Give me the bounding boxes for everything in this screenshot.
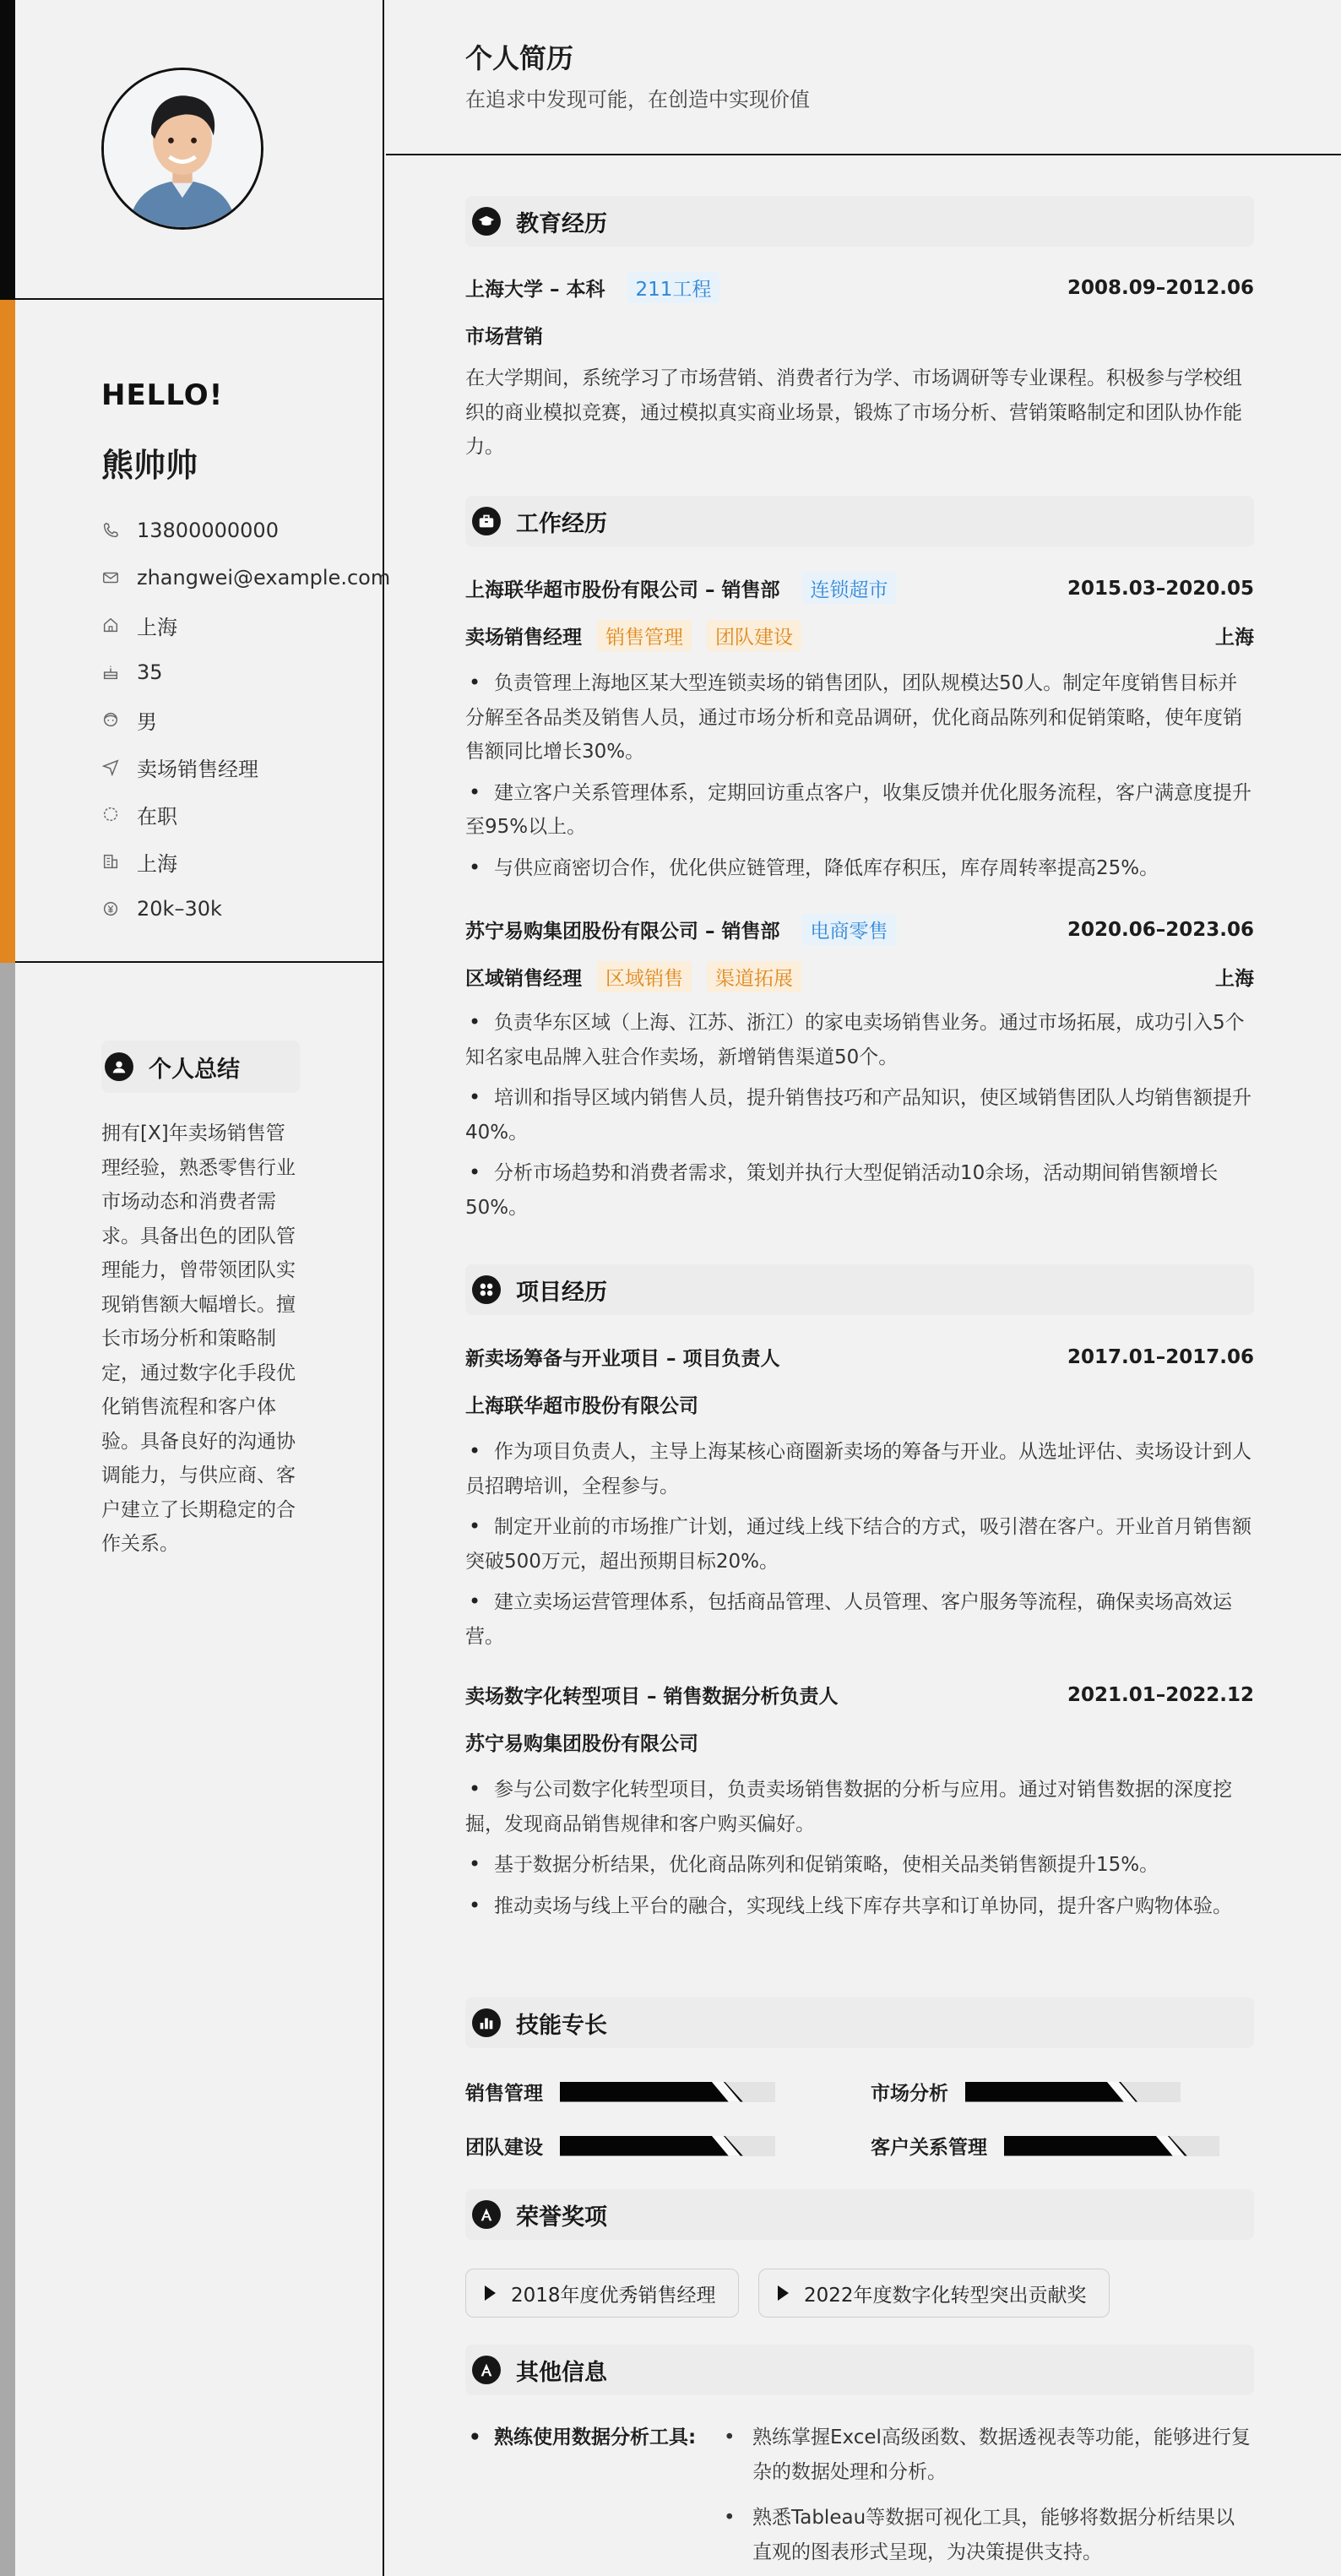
education-row	[465, 272, 1254, 303]
grid-icon	[472, 1275, 501, 1304]
job-location: 上海	[1215, 968, 1254, 990]
candidate-name: 熊帅帅	[101, 447, 198, 484]
project-org-row	[465, 1728, 1254, 1756]
job-bullets	[465, 1005, 1254, 1231]
list-item: • 与供应商密切合作，优化供应链管理，降低库存积压，库存周转率提高25%。	[465, 851, 1254, 886]
job-role-row	[465, 620, 1254, 651]
user-circle-icon	[105, 1052, 133, 1081]
avatar-portrait	[104, 70, 261, 227]
skill-name: 销售管理	[465, 2083, 543, 2105]
education-period: 2008.09–2012.06	[1067, 276, 1254, 299]
project-name: 卖场数字化转型项目 – 销售数据分析负责人	[465, 1686, 839, 1708]
project-period: 2021.01–2022.12	[1067, 1683, 1254, 1706]
cake-icon	[101, 663, 120, 682]
contact-value: zhangwei@example.com	[137, 566, 391, 590]
contact-email	[101, 554, 391, 601]
skill-bar	[1004, 2136, 1219, 2156]
project-header-row	[465, 1343, 1254, 1371]
project-bullets	[465, 1772, 1254, 1929]
job-tag: 电商零售	[802, 914, 897, 945]
skill-bar	[560, 2136, 775, 2156]
send-icon	[101, 758, 120, 776]
job-period: 2020.06–2023.06	[1067, 918, 1254, 941]
contact-value: 男	[137, 709, 157, 734]
other-info	[465, 2421, 1254, 2576]
award-chip	[465, 2269, 739, 2318]
projects-header	[465, 1264, 1254, 1315]
other-label: • 熟练使用数据分析工具:	[465, 2421, 719, 2576]
skill-item	[871, 2078, 1181, 2106]
sidebar	[0, 0, 391, 2576]
other-title: 其他信息	[516, 2359, 607, 2386]
contact-list	[101, 507, 391, 932]
job-tag: 连锁超市	[802, 573, 897, 604]
projects-title: 项目经历	[516, 1279, 607, 1306]
contact-gender	[101, 696, 372, 743]
page-subtitle: 在追求中发现可能，在创造中实现价值	[465, 88, 810, 111]
other-list	[719, 2421, 1254, 2576]
page-title: 个人简历	[465, 42, 574, 74]
summary-header	[101, 1041, 300, 1093]
skill-bar	[560, 2082, 775, 2102]
project-org-row	[465, 1390, 1254, 1418]
job-role: 卖场销售经理	[465, 627, 582, 649]
play-icon	[485, 2285, 496, 2301]
skill-bar	[965, 2082, 1181, 2102]
project-header-row	[465, 1681, 1254, 1709]
school-tag: 211工程	[627, 272, 720, 303]
award-chip	[758, 2269, 1110, 2318]
project-period: 2017.01–2017.06	[1067, 1345, 1254, 1368]
list-item-text: • 熟悉Tableau等数据可视化工具，能够将数据分析结果以直观的图表形式呈现，为决策提供支持。	[752, 2507, 1235, 2563]
bar-chart-icon	[472, 2008, 501, 2037]
salary-icon	[101, 899, 120, 918]
gender-icon	[101, 710, 120, 729]
contact-status	[101, 791, 372, 838]
job-skill-tag: 销售管理	[597, 620, 692, 651]
major: 市场营销	[465, 326, 543, 348]
skill-item	[465, 2078, 775, 2106]
project-org: 苏宁易购集团股份有限公司	[465, 1733, 698, 1755]
sidebar-stripe-orange	[0, 300, 15, 963]
skill-item	[871, 2132, 1219, 2160]
list-item: • 分析市场趋势和消费者需求，策划并执行大型促销活动10余场，活动期间销售额增长50%。	[465, 1155, 1254, 1225]
contact-city	[101, 838, 372, 885]
skill-item	[465, 2132, 775, 2160]
job-skill-tag: 团队建设	[707, 620, 801, 651]
list-item: • 培训和指导区域内销售人员，提升销售技巧和产品知识，使区域销售团队人均销售额提升40%。	[465, 1080, 1254, 1149]
awards-header	[465, 2189, 1254, 2240]
other-header	[465, 2345, 1254, 2395]
list-item: • 建立卖场运营管理体系，包括商品管理、人员管理、客户服务等流程，确保卖场高效运营。	[465, 1584, 1254, 1654]
award-label: 2022年度数字化转型突出贡献奖	[804, 2284, 1087, 2307]
contact-age	[101, 649, 372, 696]
project-name: 新卖场筹备与开业项目 – 项目负责人	[465, 1348, 780, 1370]
skill-name: 市场分析	[871, 2083, 948, 2105]
list-item-text: • 熟练掌握Excel高级函数、数据透视表等功能，能够进行复杂的数据处理和分析。	[752, 2427, 1251, 2483]
building-icon	[101, 852, 120, 871]
job-header-row	[465, 914, 1254, 945]
list-item: • 参与公司数字化转型项目，负责卖场销售数据的分析与应用。通过对销售数据的深度挖掘，发现商品销售规律和客户购买偏好。	[465, 1772, 1254, 1841]
contact-value: 上海	[137, 851, 177, 876]
contact-value: 上海	[137, 615, 177, 639]
work-header	[465, 496, 1254, 546]
skills-title: 技能专长	[516, 2012, 607, 2039]
job-company: 苏宁易购集团股份有限公司 – 销售部	[465, 921, 780, 943]
job-header-row	[465, 573, 1254, 604]
status-icon	[101, 805, 120, 823]
contact-value: 卖场销售经理	[137, 757, 258, 781]
skill-bar-fill	[1004, 2136, 1187, 2156]
job-skill-tag: 区域销售	[597, 961, 692, 992]
job-skill-tag: 渠道拓展	[707, 961, 801, 992]
home-icon	[101, 616, 120, 634]
contact-salary	[101, 885, 372, 932]
list-item: • 建立客户关系管理体系，定期回访重点客户，收集反馈并优化服务流程，客户满意度提升至95%以上。	[465, 775, 1254, 845]
skill-bar-fill	[560, 2136, 743, 2156]
contact-value: 13800000000	[137, 519, 279, 542]
contact-phone	[101, 507, 372, 554]
contact-value: 20k–30k	[137, 897, 222, 921]
award-icon	[472, 2356, 501, 2384]
play-icon	[778, 2285, 789, 2301]
education-header	[465, 196, 1254, 247]
list-item: • 基于数据分析结果，优化商品陈列和促销策略，使相关品类销售额提升15%。	[465, 1847, 1254, 1883]
job-role-row	[465, 961, 1254, 992]
main-content	[386, 0, 1341, 2576]
education-description: 在大学期间，系统学习了市场营销、消费者行为学、市场调研等专业课程。积极参与学校组织的商业模拟竞赛，通过模拟真实商业场景，锻炼了市场分析、营销策略制定和团队协作能力。	[465, 367, 1242, 458]
education-major-row	[465, 321, 1254, 349]
list-item	[719, 2421, 1254, 2489]
mail-icon	[101, 568, 120, 587]
awards-title: 荣誉奖项	[516, 2204, 607, 2231]
avatar	[101, 68, 263, 230]
work-title: 工作经历	[516, 510, 607, 537]
list-item: • 推动卖场与线上平台的融合，实现线上线下库存共享和订单协同，提升客户购物体验。	[465, 1889, 1254, 1924]
skill-name: 客户关系管理	[871, 2137, 987, 2159]
sidebar-divider	[15, 961, 383, 963]
contact-home	[101, 601, 372, 649]
award-icon	[472, 2200, 501, 2229]
list-item	[719, 2501, 1254, 2569]
job-bullets	[465, 666, 1254, 891]
other-row	[465, 2421, 1254, 2576]
greeting: HELLO!	[101, 378, 224, 412]
sidebar-stripe-black	[0, 0, 15, 300]
header-divider	[386, 154, 1341, 155]
skill-bar-fill	[965, 2082, 1137, 2102]
education-title: 教育经历	[516, 210, 607, 237]
sidebar-stripe-gray	[0, 963, 15, 2576]
contact-value: 35	[137, 660, 163, 684]
graduation-cap-icon	[472, 207, 501, 236]
award-label: 2018年度优秀销售经理	[511, 2284, 716, 2307]
project-bullets	[465, 1434, 1254, 1660]
list-item: • 负责华东区域（上海、江苏、浙江）的家电卖场销售业务。通过市场拓展，成功引入5个知名家电品牌入驻合作卖场，新增销售渠道50个。	[465, 1005, 1254, 1074]
job-role: 区域销售经理	[465, 968, 582, 990]
skills-header	[465, 1997, 1254, 2048]
skill-bar-fill	[560, 2082, 743, 2102]
contact-value: 在职	[137, 804, 177, 829]
list-item: • 负责管理上海地区某大型连锁卖场的销售团队，团队规模达50人。制定年度销售目标并分解至各品类及销售人员，通过市场分析和竞品调研，优化商品陈列和促销策略，使年度销售额同比增长30%。	[465, 666, 1254, 769]
list-item: • 作为项目负责人，主导上海某核心商圈新卖场的筹备与开业。从选址评估、卖场设计到人员招聘培训，全程参与。	[465, 1434, 1254, 1503]
job-company: 上海联华超市股份有限公司 – 销售部	[465, 579, 780, 601]
project-org: 上海联华超市股份有限公司	[465, 1395, 698, 1417]
phone-icon	[101, 521, 120, 540]
school-name: 上海大学 – 本科	[465, 279, 605, 301]
contact-position	[101, 743, 372, 791]
job-location: 上海	[1215, 627, 1254, 649]
summary-title: 个人总结	[149, 1056, 240, 1083]
skill-name: 团队建设	[465, 2137, 543, 2159]
summary-text: 拥有[X]年卖场销售管理经验，熟悉零售行业市场动态和消费者需求。具备出色的团队管理能力，曾带领团队实现销售额大幅增长。擅长市场分析和策略制定，通过数字化手段优化销售流程和客户体验。具备良好的沟通协调能力，与供应商、客户建立了长期稳定的合作关系。	[101, 1122, 296, 1555]
job-period: 2015.03–2020.05	[1067, 577, 1254, 600]
briefcase-icon	[472, 507, 501, 535]
list-item: • 制定开业前的市场推广计划，通过线上线下结合的方式，吸引潜在客户。开业首月销售额突破500万元，超出预期目标20%。	[465, 1509, 1254, 1579]
sidebar-divider	[15, 298, 383, 300]
